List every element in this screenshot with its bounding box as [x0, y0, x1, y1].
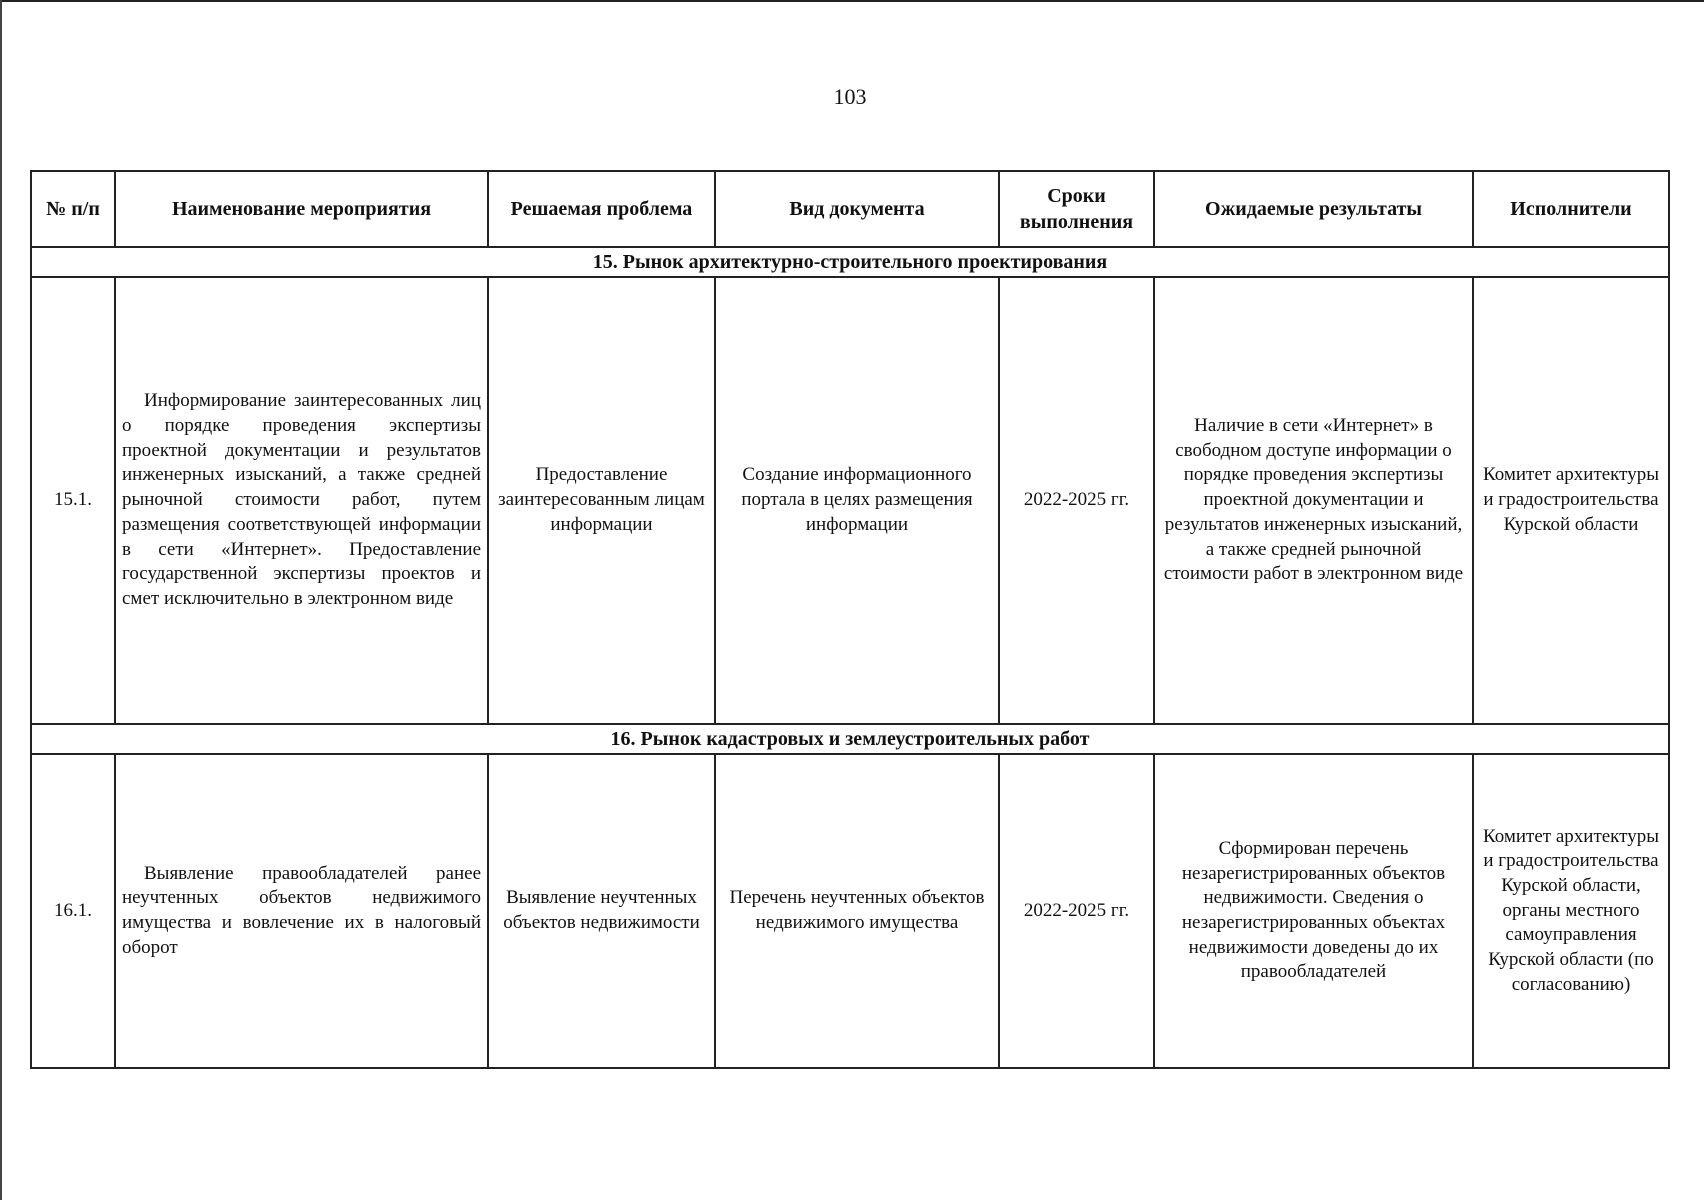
- row-num: 15.1.: [31, 277, 115, 724]
- section-title: 16. Рынок кадастровых и землеустроительных работ: [31, 724, 1669, 754]
- header-results: Ожидаемые результаты: [1154, 171, 1473, 247]
- page-number: 103: [833, 84, 867, 109]
- table-row: [31, 277, 1669, 724]
- row-executors: Комитет архитектуры и градостроительства Курской области: [1473, 277, 1669, 724]
- row-doc-type: Перечень неучтенных объектов недвижимого имущества: [715, 754, 999, 1068]
- row-problem: Предоставление заинтересованным лицам информации: [488, 277, 715, 724]
- row-doc-type: Создание информационного портала в целях размещения информации: [715, 277, 999, 724]
- header-deadline: Сроки выполнения: [999, 171, 1154, 247]
- row-executors: Комитет архитектуры и градостроительства Курской области, органы местного самоуправления Курской области (по согласованию): [1473, 754, 1669, 1068]
- header-doc-type: Вид документа: [715, 171, 999, 247]
- row-num: 16.1.: [31, 754, 115, 1068]
- row-name: Выявление правообладателей ранее неучтенных объектов недвижимого имущества и вовлечение их в налоговый оборот: [115, 754, 488, 1068]
- row-deadline: 2022-2025 гг.: [999, 277, 1154, 724]
- scan-border-top: [0, 0, 1704, 2]
- section-row: [31, 247, 1669, 277]
- header-executors: Исполнители: [1473, 171, 1669, 247]
- header-name: Наименование мероприятия: [115, 171, 488, 247]
- header-num: № п/п: [31, 171, 115, 247]
- row-problem: Выявление неучтенных объектов недвижимости: [488, 754, 715, 1068]
- row-deadline: 2022-2025 гг.: [999, 754, 1154, 1068]
- row-results: Сформирован перечень незарегистрированных объектов недвижимости. Сведения о незарегистрированных объектах недвижимости доведены до их правообладателей: [1154, 754, 1473, 1068]
- section-title: 15. Рынок архитектурно-строительного проектирования: [31, 247, 1669, 277]
- scan-border-left: [0, 0, 2, 1200]
- row-name: Информирование заинтересованных лиц о порядке проведения экспертизы проектной документации и результатов инженерных изысканий, а также средней рыночной стоимости работ, путем размещения соответствующей информации в сети «Интернет». Предоставление государственной экспертизы проектов и смет исключительно в электронном виде: [115, 277, 488, 724]
- table-header-row: [31, 171, 1669, 247]
- row-results: Наличие в сети «Интернет» в свободном доступе информации о порядке проведения экспертизы проектной документации и результатов инженерных изысканий, а также средней рыночной стоимости работ в электронном виде: [1154, 277, 1473, 724]
- header-problem: Решаемая проблема: [488, 171, 715, 247]
- table-row: [31, 754, 1669, 1068]
- measures-table: [30, 170, 1670, 1069]
- section-row: [31, 724, 1669, 754]
